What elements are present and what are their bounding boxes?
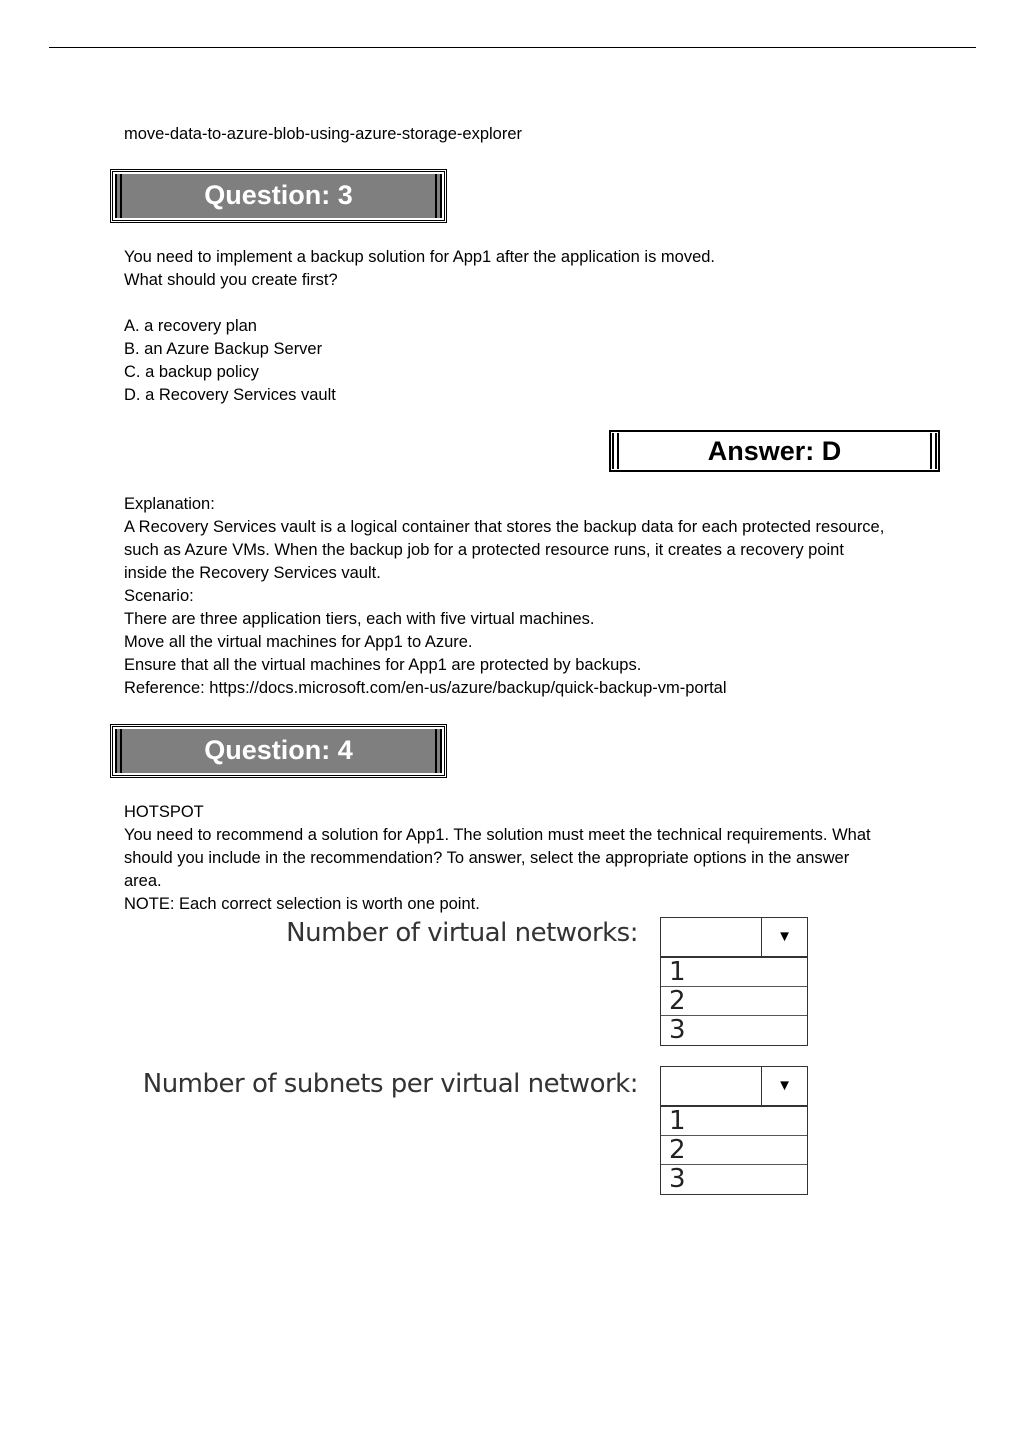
dropdown-option[interactable]: 1 <box>661 1107 807 1136</box>
question-4-prompt-line: You need to recommend a solution for App1. The solution must meet the technical requirements. What <box>124 826 871 844</box>
hotspot-label-virtual-networks: Number of virtual networks: <box>286 918 638 948</box>
explanation-line: Move all the virtual machines for App1 to Azure. <box>124 633 473 651</box>
question-4-prompt-line: HOTSPOT <box>124 803 204 821</box>
question-3-option-c: C. a backup policy <box>124 363 259 381</box>
answer-banner <box>609 430 940 472</box>
question-4-prompt-line: should you include in the recommendation? To answer, select the appropriate options in the answer <box>124 849 850 867</box>
explanation-line: such as Azure VMs. When the backup job for a protected resource runs, it creates a recovery point <box>124 541 844 559</box>
explanation-line: Ensure that all the virtual machines for App1 are protected by backups. <box>124 656 642 674</box>
dropdown-option[interactable]: 2 <box>661 1136 807 1165</box>
explanation-line: A Recovery Services vault is a logical container that stores the backup data for each protected resource, <box>124 518 885 536</box>
dropdown-option[interactable]: 2 <box>661 987 807 1016</box>
question-3-prompt-line: What should you create first? <box>124 271 338 289</box>
header-rule <box>49 47 976 48</box>
question-4-prompt-line: area. <box>124 872 162 890</box>
dropdown-arrow-icon[interactable]: ▼ <box>761 918 807 956</box>
virtual-networks-dropdown[interactable] <box>660 917 808 957</box>
question-3-title: Question: 3 <box>115 174 442 218</box>
question-3-prompt-line: You need to implement a backup solution for App1 after the application is moved. <box>124 248 716 266</box>
question-4-title: Question: 4 <box>115 729 442 773</box>
subnets-options <box>660 1106 808 1195</box>
question-3-banner <box>110 169 447 223</box>
question-4-banner <box>110 724 447 778</box>
dropdown-option[interactable]: 3 <box>669 1015 686 1045</box>
question-3-option-a: A. a recovery plan <box>124 317 257 335</box>
dropdown-arrow-icon[interactable]: ▼ <box>761 1067 807 1105</box>
subnets-dropdown[interactable] <box>660 1066 808 1106</box>
hotspot-label-subnets: Number of subnets per virtual network: <box>142 1069 638 1099</box>
question-3-option-d: D. a Recovery Services vault <box>124 386 336 404</box>
dropdown-option[interactable]: 1 <box>661 958 807 987</box>
explanation-line: Explanation: <box>124 495 215 513</box>
reference-line: Reference: https://docs.microsoft.com/en-us/azure/backup/quick-backup-vm-portal <box>124 679 727 697</box>
explanation-line: inside the Recovery Services vault. <box>124 564 381 582</box>
question-4-prompt-line: NOTE: Each correct selection is worth one point. <box>124 895 480 913</box>
explanation-line: There are three application tiers, each with five virtual machines. <box>124 610 595 628</box>
reference-link-text: move-data-to-azure-blob-using-azure-storage-explorer <box>124 125 523 143</box>
answer-text: Answer: D <box>612 433 937 469</box>
dropdown-option[interactable]: 3 <box>669 1164 686 1194</box>
explanation-line: Scenario: <box>124 587 194 605</box>
virtual-networks-options <box>660 957 808 1046</box>
question-3-option-b: B. an Azure Backup Server <box>124 340 323 358</box>
